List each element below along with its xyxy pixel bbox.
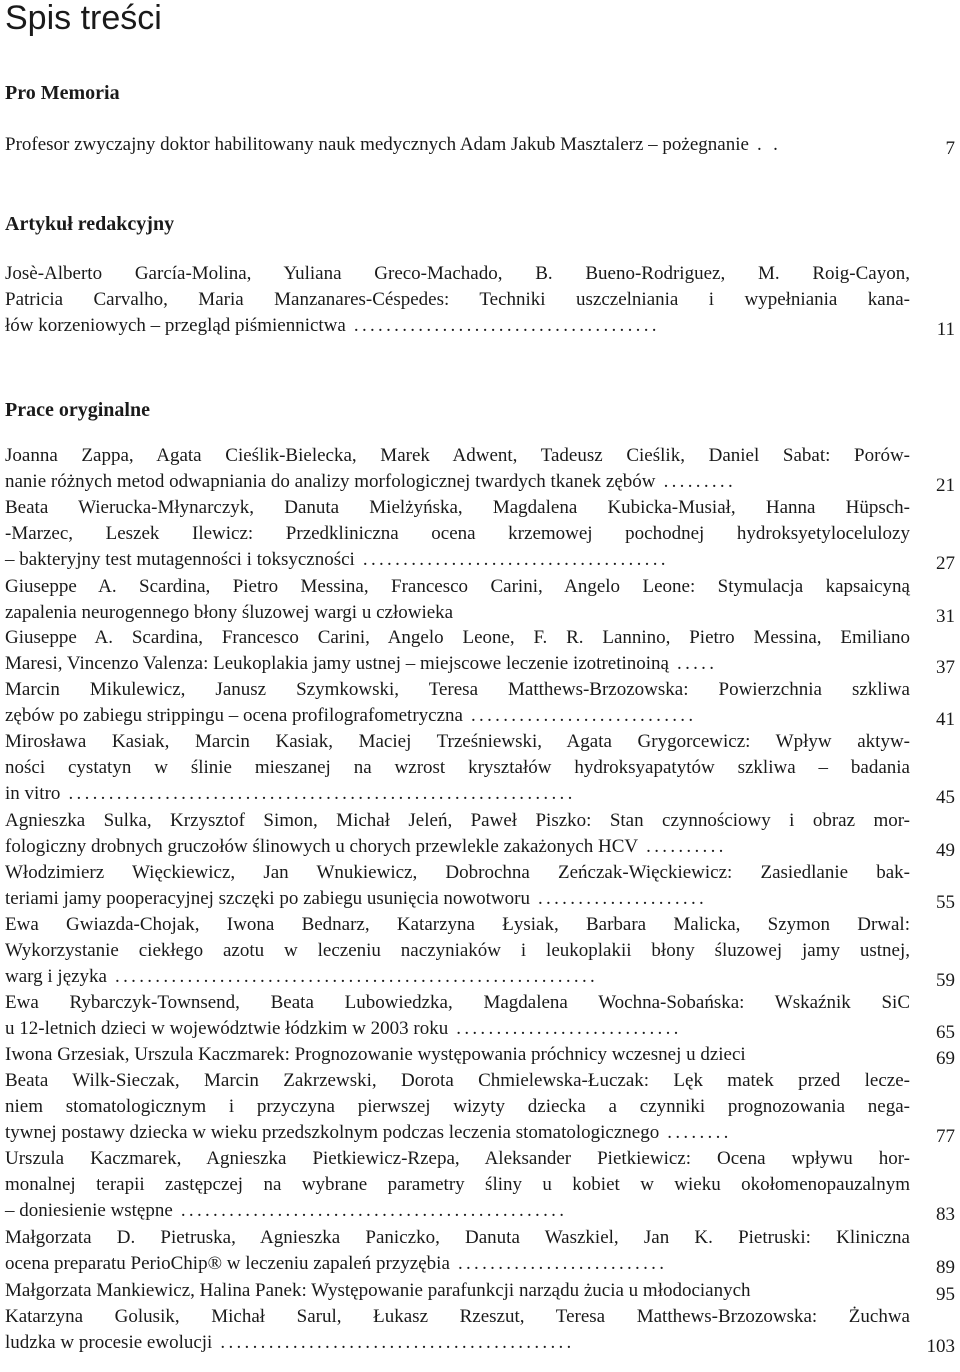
- toc-entry[interactable]: [5, 495, 955, 573]
- toc-entry-line: Patricia Carvalho, Maria Manzanares-Céspedes: Techniki uszczelniania i wypełniania kana-: [5, 289, 910, 310]
- toc-entry-line: Giuseppe A. Scardina, Pietro Messina, Francesco Carini, Angelo Leone: Stymulacja kapsaicyną: [5, 576, 910, 597]
- toc-entry-line: warg i języka: [5, 966, 107, 987]
- toc-entry[interactable]: [5, 912, 955, 990]
- toc-entry-line: monalnej terapii zastępczej na wybrane parametry śliny u kobiet w wieku okołomenopauzalnym: [5, 1174, 910, 1195]
- toc-entry-text: [5, 443, 910, 495]
- toc-entry-text: [5, 912, 910, 990]
- toc-entry-line: Beata Wilk-Sieczak, Marcin Zakrzewski, Dorota Chmielewska-Łuczak: Lęk matek przed lecze-: [5, 1070, 910, 1091]
- toc-entry-last-line: [5, 1016, 910, 1042]
- toc-entry-last-line: [5, 886, 910, 912]
- toc-entry-line: ludzka w procesie ewolucji: [5, 1332, 213, 1353]
- toc-entry-last-line: [5, 313, 910, 339]
- toc-entry[interactable]: [5, 1304, 955, 1356]
- toc-entry-line: Marcin Mikulewicz, Janusz Szymkowski, Teresa Matthews-Brzozowska: Powierzchnia szkliwa: [5, 679, 910, 700]
- section-title-editorial: Artykuł redakcyjny: [5, 213, 175, 235]
- toc-entry-last-line: [5, 469, 910, 495]
- leader-dots: ...............................................................: [60, 783, 576, 804]
- toc-page-number: 11: [936, 319, 955, 340]
- toc-entry-line: – bakteryjny test mutagenności i toksyczności: [5, 549, 355, 570]
- toc-page-number: 83: [936, 1204, 955, 1225]
- toc-entry-text: [5, 1278, 910, 1304]
- toc-entry-last-line: [5, 1251, 910, 1277]
- leader-dots: ......................................: [354, 549, 669, 570]
- toc-entry-line: Iwona Grzesiak, Urszula Kaczmarek: Prognozowanie występowania próchnicy wczesnej u dzieci: [5, 1044, 746, 1065]
- toc-entry-text: [5, 1146, 910, 1224]
- leader-dots: ........: [659, 1122, 732, 1143]
- toc-entry-last-line: [5, 1120, 910, 1146]
- toc-entry-last-line: [5, 1198, 910, 1224]
- toc-entry-text: [5, 495, 910, 573]
- toc-page-number: 89: [936, 1257, 955, 1278]
- toc-entry-text: [5, 990, 910, 1042]
- toc-entry-text: [5, 132, 910, 158]
- toc-entry-line: Wykorzystanie ciekłego azotu w leczeniu naczyniaków i leukoplakii błony śluzowej jamy ustnej,: [5, 940, 910, 961]
- toc-entry-text: [5, 860, 910, 912]
- toc-entry-line: in vitro: [5, 783, 61, 804]
- toc-entry-line: Josè-Alberto García-Molina, Yuliana Greco-Machado, B. Bueno-Rodriguez, M. Roig-Cayon,: [5, 263, 910, 284]
- toc-entry-line: niem stomatologicznym i przyczyna pierwszej wizyty dziecka a czynniki prognozowania nega-: [5, 1096, 910, 1117]
- leader-dots: ..........: [638, 836, 727, 857]
- toc-entry-line: -Marzec, Leszek Ilewicz: Przedkliniczna ocena krzemowej pochodnej hydroksyetylocelulozy: [5, 523, 910, 544]
- toc-entry[interactable]: [5, 261, 955, 339]
- toc-page-number: 49: [936, 840, 955, 861]
- toc-entry-line: tywnej postawy dziecka w wieku przedszkolnym podczas leczenia stomatologicznego: [5, 1122, 660, 1143]
- toc-page-number: 69: [936, 1048, 955, 1069]
- toc-entry-last-line: [5, 834, 910, 860]
- toc-entry-line: Ewa Rybarczyk-Townsend, Beata Lubowiedzka, Magdalena Wochna-Sobańska: Wskaźnik SiC: [5, 992, 910, 1013]
- toc-page-number: 65: [936, 1022, 955, 1043]
- leader-dots: ............................................: [212, 1332, 575, 1353]
- toc-page-number: 37: [936, 657, 955, 678]
- toc-entry[interactable]: [5, 1146, 955, 1224]
- leader-dots: ......................................: [345, 315, 660, 336]
- toc-entry-last-line: [5, 781, 910, 807]
- toc-entry-text: [5, 625, 910, 677]
- leader-dots: .....: [668, 653, 718, 674]
- leader-dots: .....................: [529, 888, 708, 909]
- toc-entry[interactable]: [5, 990, 955, 1042]
- toc-page-number: 55: [936, 892, 955, 913]
- leader-dots: ............................................................: [107, 966, 599, 987]
- toc-entry-line: Ewa Gwiazda-Chojak, Iwona Bednarz, Katarzyna Łysiak, Barbara Malicka, Szymon Drwal:: [5, 914, 910, 935]
- leader-dots: ..........................: [449, 1253, 668, 1274]
- toc-entry-text: [5, 1068, 910, 1146]
- leader-dots: . .: [748, 134, 782, 155]
- toc-page-number: 41: [936, 709, 955, 730]
- toc-entry[interactable]: [5, 1042, 955, 1068]
- toc-entry[interactable]: [5, 677, 955, 729]
- toc-entry[interactable]: [5, 860, 955, 912]
- toc-entry-line: Agnieszka Sulka, Krzysztof Simon, Michał Jeleń, Paweł Piszko: Stan czynnościowy i obraz mor-: [5, 810, 910, 831]
- toc-page-number: 7: [945, 138, 955, 159]
- toc-entry[interactable]: [5, 729, 955, 807]
- leader-dots: ................................................: [172, 1200, 568, 1221]
- toc-page-number: 59: [936, 970, 955, 991]
- section-title-pro-memoria: Pro Memoria: [5, 82, 120, 104]
- toc-entry[interactable]: [5, 574, 955, 626]
- toc-entry-line: zębów po zabiegu strippingu – ocena profilografometryczna: [5, 705, 463, 726]
- toc-page-number: 45: [936, 787, 955, 808]
- toc-entry-line: teriami jamy pooperacyjnej szczęki po zabiegu usunięcia nowotworu: [5, 888, 530, 909]
- toc-entry-text: [5, 808, 910, 860]
- toc-entry-text: [5, 1042, 910, 1068]
- toc-page-number: 27: [936, 553, 955, 574]
- toc-page-number: 77: [936, 1126, 955, 1147]
- toc-entry-line: fologiczny drobnych gruczołów ślinowych u chorych przewlekle zakażonych HCV: [5, 836, 639, 857]
- toc-entry-line: Mirosława Kasiak, Marcin Kasiak, Maciej Trześniewski, Agata Grygorcewicz: Wpływ aktyw-: [5, 731, 910, 752]
- toc-entry-text: [5, 1225, 910, 1277]
- toc-page-number: 103: [926, 1336, 955, 1357]
- toc-entry-line: Joanna Zappa, Agata Cieślik-Bielecka, Marek Adwent, Tadeusz Cieślik, Daniel Sabat: Porów-: [5, 445, 910, 466]
- toc-entry-line: Maresi, Vincenzo Valenza: Leukoplakia jamy ustnej – miejscowe leczenie izotretinoiną: [5, 653, 669, 674]
- toc-entry-text: [5, 574, 910, 626]
- toc-entry[interactable]: [5, 1068, 955, 1146]
- toc-entry-last-line: [5, 1330, 910, 1356]
- toc-entry[interactable]: [5, 443, 955, 495]
- toc-entry-line: Giuseppe A. Scardina, Francesco Carini, Angelo Leone, F. R. Lannino, Pietro Messina, Emiliano: [5, 627, 910, 648]
- leader-dots: .........: [655, 471, 737, 492]
- toc-entry-text: [5, 1304, 910, 1356]
- page-title: Spis treści: [5, 0, 162, 37]
- toc-entry-line: Włodzimierz Więckiewicz, Jan Wnukiewicz, Dobrochna Zeńczak-Więckiewicz: Zasiedlanie bak-: [5, 862, 910, 883]
- toc-entry[interactable]: [5, 808, 955, 860]
- toc-page-number: 21: [936, 475, 955, 496]
- toc-entry[interactable]: [5, 1278, 955, 1304]
- toc-entry-last-line: [5, 964, 910, 990]
- leader-dots: ............................: [462, 705, 697, 726]
- section-title-original-papers: Prace oryginalne: [5, 399, 150, 421]
- leader-dots: ............................: [448, 1018, 682, 1039]
- toc-entry[interactable]: [5, 132, 955, 158]
- toc-entry-last-line: [5, 703, 910, 729]
- toc-entry-line: Małgorzata D. Pietruska, Agnieszka Paniczko, Danuta Waszkiel, Jan K. Pietruski: Kliniczna: [5, 1227, 910, 1248]
- toc-entry[interactable]: [5, 1225, 955, 1277]
- toc-entry-line: Katarzyna Golusik, Michał Sarul, Łukasz Rzeszut, Teresa Matthews-Brzozowska: Żuchwa: [5, 1306, 910, 1327]
- toc-entry-line: ności cystatyn w ślinie mieszanej na wzrost kryształów hydroksyapatytów szkliwa – badania: [5, 757, 910, 778]
- toc-entry-line: nanie różnych metod odwapniania do analizy morfologicznej twardych tkanek zębów: [5, 471, 656, 492]
- toc-entry-last-line: [5, 651, 910, 677]
- toc-entry-last-line: [5, 547, 910, 573]
- toc-entry-line: u 12-letnich dzieci w województwie łódzkim w 2003 roku: [5, 1018, 449, 1039]
- toc-entry-text: [5, 677, 910, 729]
- toc-entry-line: Małgorzata Mankiewicz, Halina Panek: Występowanie parafunkcji narządu żucia u młodocianych: [5, 1280, 751, 1301]
- toc-entry-line: – doniesienie wstępne: [5, 1200, 173, 1221]
- toc-entry-line: zapalenia neurogennego błony śluzowej wargi u człowieka: [5, 602, 454, 623]
- toc-entry-line: Profesor zwyczajny doktor habilitowany nauk medycznych Adam Jakub Masztalerz – pożegnanie: [5, 134, 749, 155]
- toc-entry-line: Beata Wierucka-Młynarczyk, Danuta Mielżyńska, Magdalena Kubicka-Musiał, Hanna Hüpsch-: [5, 497, 910, 518]
- toc-entry-line: łów korzeniowych – przegląd piśmiennictwa: [5, 315, 346, 336]
- toc-entry-line: Urszula Kaczmarek, Agnieszka Pietkiewicz-Rzepa, Aleksander Pietkiewicz: Ocena wpływu hor-: [5, 1148, 910, 1169]
- toc-entry-last-line: [5, 132, 910, 158]
- toc-entry-text: [5, 261, 910, 339]
- toc-entry-line: ocena preparatu PerioChip® w leczeniu zapaleń przyzębia: [5, 1253, 450, 1274]
- toc-page-number: 95: [936, 1284, 955, 1305]
- toc-entry[interactable]: [5, 625, 955, 677]
- toc-entry-text: [5, 729, 910, 807]
- toc-page-number: 31: [936, 606, 955, 627]
